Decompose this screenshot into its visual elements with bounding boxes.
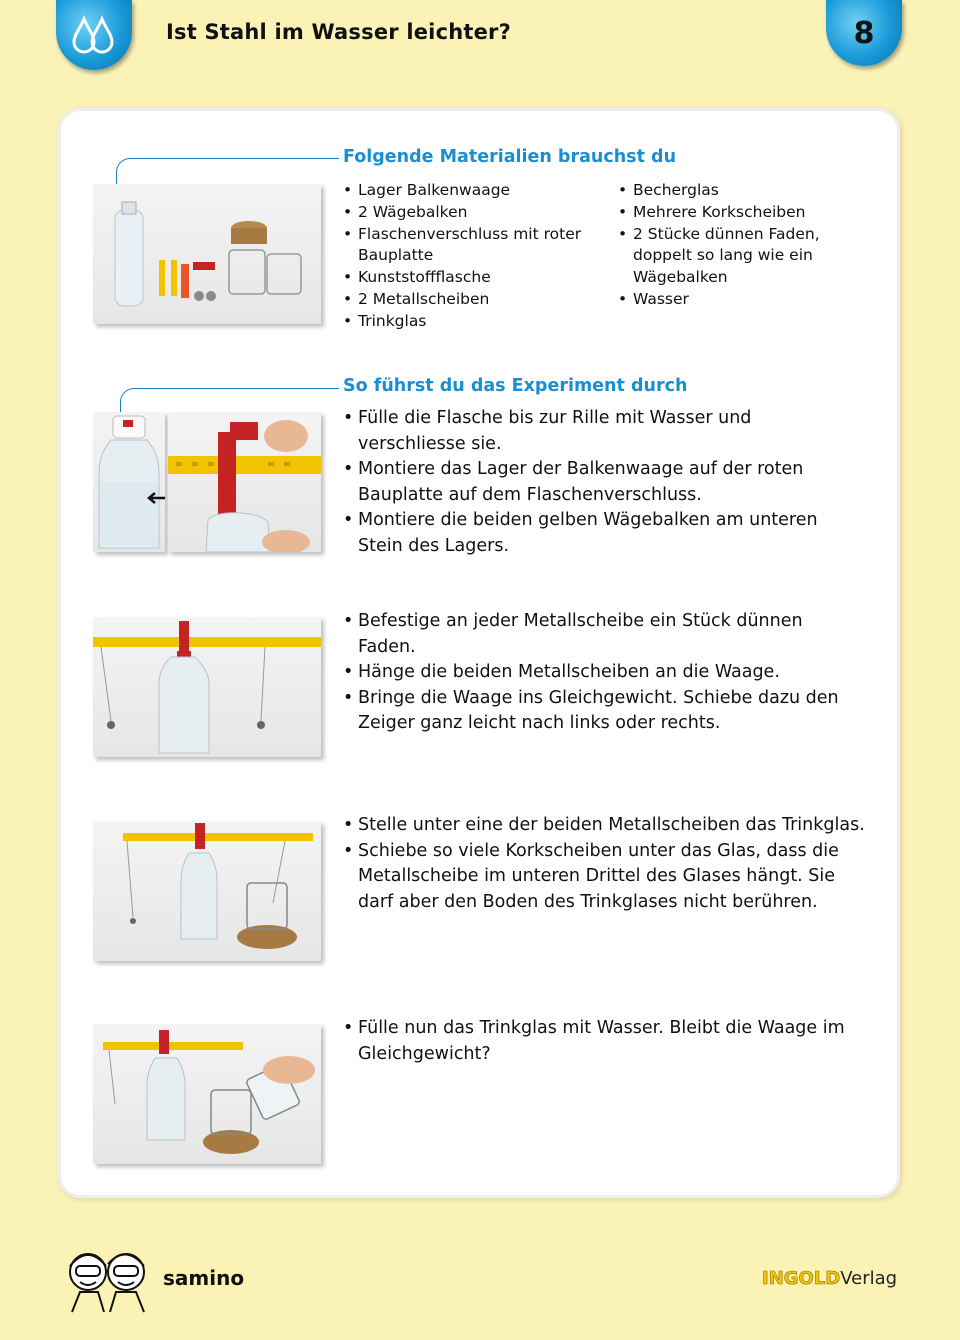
page-number: 8 [826,0,902,66]
step4-list [343,1016,863,1067]
materials-heading: Folgende Materialien brauchst du [343,147,677,167]
cork-glass-photo [93,821,321,961]
page-title: Ist Stahl im Wasser leichter? [166,20,511,44]
list-item: • Fülle die Flasche bis zur Rille mit Wasser und verschliesse sie. [343,406,863,457]
kids-logo [58,1246,158,1318]
connector-line [116,158,339,185]
materials-list-right [618,180,858,311]
publisher-part2: Verlag [840,1268,898,1289]
list-item: • Montiere die beiden gelben Wägebalken am unteren Stein des Lagers. [343,508,863,559]
list-item: • Stelle unter eine der beiden Metallscheiben das Trinkglas. [343,813,873,839]
step1-list [343,406,863,559]
list-item: • Montiere das Lager der Balkenwaage auf der roten Bauplatte auf dem Flaschenverschluss. [343,457,863,508]
step2-list [343,609,863,737]
list-item: • Flaschenverschluss mit roter Bauplatte [343,224,605,268]
list-item: • Fülle nun das Trinkglas mit Wasser. Bleibt die Waage im Gleichgewicht? [343,1016,863,1067]
publisher-part1: INGOLD [762,1268,841,1289]
step3-list [343,813,873,915]
list-item: • Trinkglas [343,311,605,333]
assembly-photo [168,412,321,552]
list-item: • Lager Balkenwaage [343,180,605,202]
connector-line [120,388,339,413]
list-item: • Hänge die beiden Metallscheiben an die Waage. [343,660,863,686]
list-item: • Bringe die Waage ins Gleichgewicht. Schiebe dazu den Zeiger ganz leicht nach links oder rechts. [343,686,863,737]
procedure-heading: So führst du das Experiment durch [343,376,688,396]
list-item: • 2 Stücke dünnen Faden, doppelt so lang wie ein Wägebalken [618,224,858,289]
bottle-photo [93,412,165,552]
list-item: • 2 Metallscheiben [343,289,605,311]
list-item: • Mehrere Korkscheiben [618,202,858,224]
list-item: • Kunststoffflasche [343,267,605,289]
publisher-logo [762,1268,897,1289]
list-item: • 2 Wägebalken [343,202,605,224]
list-item: • Schiebe so viele Korkscheiben unter das Glas, dass die Metallscheibe im unteren Drittel des Glases hängt. Sie darf aber den Boden des Trinkglases nicht berühren. [343,839,873,916]
list-item: • Becherglas [618,180,858,202]
list-item: • Befestige an jeder Metallscheibe ein Stück dünnen Faden. [343,609,863,660]
pouring-photo [93,1024,321,1164]
materials-list-left [343,180,605,333]
water-drops-icon [56,0,132,70]
brand-name: samino [163,1266,245,1290]
list-item: • Wasser [618,289,858,311]
balance-photo [93,617,321,757]
materials-photo [93,184,321,324]
